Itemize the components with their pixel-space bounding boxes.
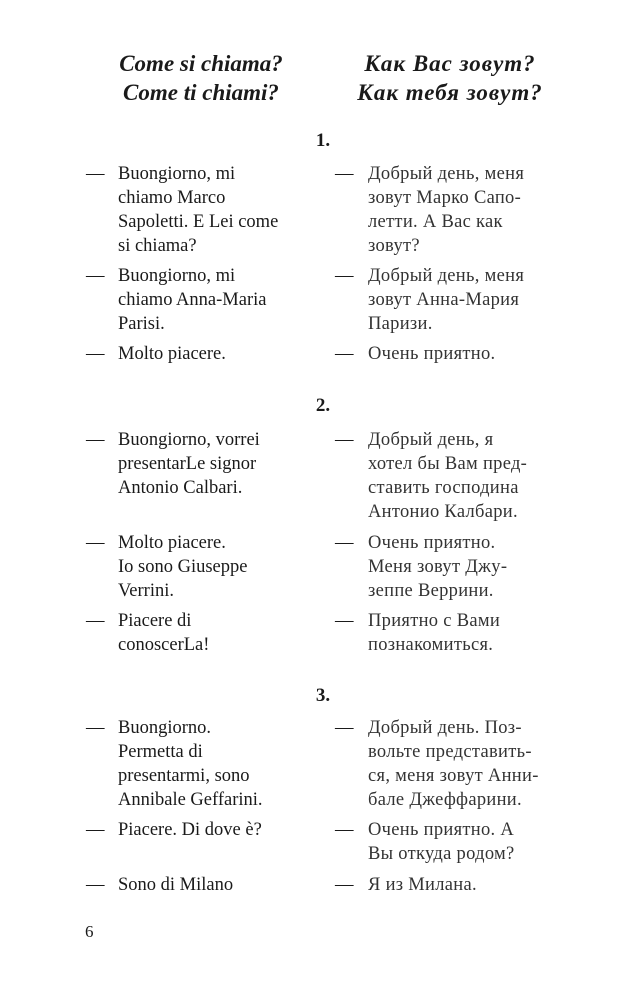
russian-line: бале Джеффарини. (368, 790, 522, 810)
russian-line: Паризи. (368, 314, 433, 334)
italian-line: Molto piacere. (118, 533, 226, 553)
italian-line: Antonio Calbari. (118, 478, 243, 498)
dialogue-dash: — (86, 344, 105, 364)
italian-line: Permetta di (118, 742, 203, 762)
dialogue-dash: — (86, 611, 105, 631)
dialogue-dash: — (86, 430, 105, 450)
title-italian-line-1: Come si chiama? (119, 51, 283, 76)
dialogue-dash: — (86, 164, 105, 184)
dialogue-dash: — (335, 875, 354, 895)
russian-line: Я из Милана. (368, 875, 477, 895)
russian-line: ся, меня зовут Анни- (368, 766, 539, 786)
russian-line: зовут Анна-Мария (368, 290, 520, 310)
russian-line: зовут? (368, 236, 420, 256)
title-russian-line-2: Как тебя зовут? (357, 80, 543, 105)
dialogue-dash: — (335, 344, 354, 364)
italian-line: Piacere di (118, 611, 192, 631)
dialogue-dash: — (335, 164, 354, 184)
italian-line: chiamo Marco (118, 188, 226, 208)
dialogue-dash: — (86, 533, 105, 553)
italian-line: Buongiorno. (118, 718, 212, 738)
russian-line: познакомиться. (368, 635, 494, 655)
russian-line: Очень приятно. А (368, 820, 515, 840)
italian-line: Sono di Milano (118, 875, 234, 895)
russian-line: хотел бы Вам пред- (368, 454, 528, 474)
russian-line: Добрый день, я (368, 430, 494, 450)
dialogue-dash: — (86, 718, 105, 738)
italian-line: presentarmi, sono (118, 766, 250, 786)
title-russian-line-1: Как Вас зовут? (364, 51, 536, 76)
italian-line: Verrini. (118, 581, 174, 601)
italian-line: Io sono Giuseppe (118, 557, 248, 577)
title-italian-line-2: Come ti chiami? (123, 80, 279, 105)
italian-line: Piacere. Di dove è? (118, 820, 262, 840)
italian-line: chiamo Anna-Maria (118, 290, 267, 310)
italian-line: Buongiorno, mi (118, 164, 236, 184)
russian-line: Добрый день. Поз- (368, 718, 522, 738)
russian-line: Меня зовут Джу- (368, 557, 508, 577)
section-number-3: 3. (315, 685, 331, 706)
russian-line: летти. А Вас как (368, 212, 503, 232)
dialogue-dash: — (86, 820, 105, 840)
dialogue-dash: — (335, 266, 354, 286)
italian-line: si chiama? (118, 236, 197, 256)
italian-line: Buongiorno, vorrei (118, 430, 260, 450)
russian-line: зовут Марко Сапо- (368, 188, 522, 208)
italian-line: Parisi. (118, 314, 165, 334)
russian-line: Очень приятно. (368, 533, 496, 553)
dialogue-dash: — (335, 430, 354, 450)
page-number: 6 (85, 922, 94, 941)
italian-line: presentarLe signor (118, 454, 257, 474)
italian-line: Buongiorno, mi (118, 266, 236, 286)
dialogue-dash: — (335, 718, 354, 738)
dialogue-dash: — (335, 820, 354, 840)
dialogue-dash: — (86, 875, 105, 895)
russian-line: Добрый день, меня (368, 164, 525, 184)
italian-line: Sapoletti. E Lei come (118, 212, 279, 232)
dialogue-dash: — (335, 611, 354, 631)
russian-line: Вы откуда родом? (368, 844, 515, 864)
dialogue-dash: — (86, 266, 105, 286)
russian-line: Приятно с Вами (368, 611, 501, 631)
dialogue-dash: — (335, 533, 354, 553)
russian-line: Добрый день, меня (368, 266, 525, 286)
italian-line: conoscerLa! (118, 635, 210, 655)
russian-line: зеппе Веррини. (368, 581, 494, 601)
russian-line: вольте представить- (368, 742, 532, 762)
russian-line: Очень приятно. (368, 344, 496, 364)
italian-line: Annibale Geffarini. (118, 790, 263, 810)
italian-line: Molto piacere. (118, 344, 226, 364)
russian-line: Антонио Калбари. (368, 502, 518, 522)
section-number-1: 1. (315, 130, 331, 151)
russian-line: ставить господина (368, 478, 519, 498)
section-number-2: 2. (315, 395, 331, 416)
